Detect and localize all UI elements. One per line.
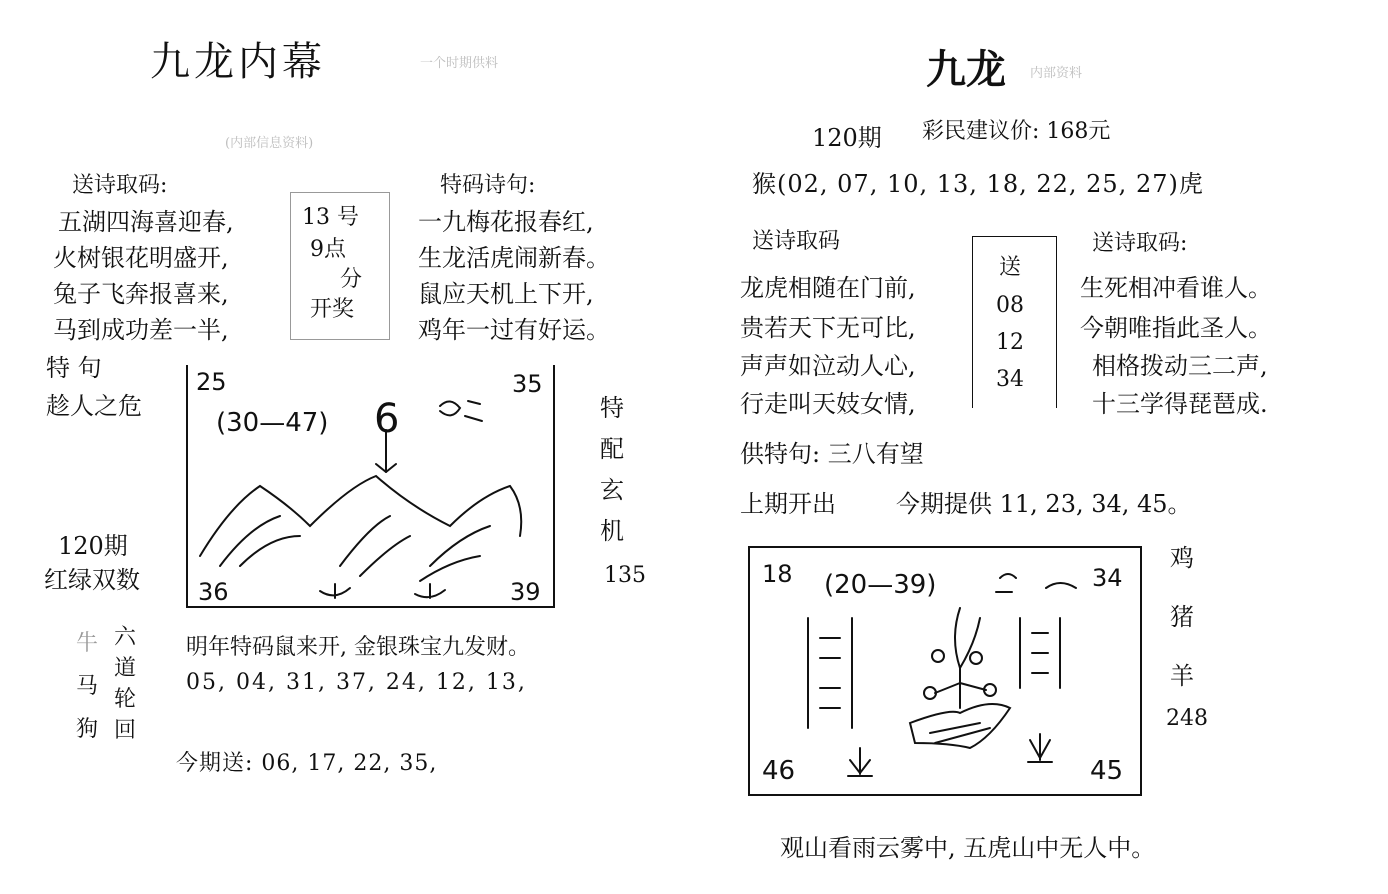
- special-sentence: 供特句: 三八有望: [740, 440, 924, 468]
- right-title-tail: 内部资料: [1030, 66, 1083, 81]
- right-poem-left-line: 行走叫天妓女情,: [740, 390, 916, 418]
- left-poem1-line: 兔子飞奔报喜来,: [53, 280, 229, 308]
- right-side-char: 鸡: [1170, 544, 1194, 572]
- send-box: [996, 250, 1024, 392]
- draw-time-open: 开奖: [310, 297, 355, 322]
- left-chart-center-number: 6: [374, 396, 400, 442]
- special-phrase: 趁人之危: [46, 392, 142, 420]
- right-chart-range: (20—39): [824, 570, 937, 600]
- right-chart-corner-tr: 34: [1092, 564, 1123, 592]
- left-title: 九龙内幕: [150, 39, 326, 85]
- left-chart-bottom-border: [186, 606, 555, 608]
- left-title-tail: 一个时期供料: [420, 56, 499, 71]
- left-chart-corner-br: 39: [510, 578, 541, 606]
- right-poem-left-line: 龙虎相随在门前,: [740, 274, 916, 302]
- right-period: 120期: [812, 124, 882, 152]
- right-chart-corner-tl: 18: [762, 560, 793, 588]
- right-side-number: 248: [1166, 706, 1208, 731]
- bottom-left-char: 狗: [76, 717, 99, 742]
- last-period-label: 上期开出: [740, 490, 836, 518]
- left-period: 120期: [58, 532, 128, 560]
- right-poem-header-left: 送诗取码: [752, 229, 841, 254]
- right-poem-header-right: 送诗取码:: [1092, 231, 1188, 256]
- right-poem-right-line: 十三学得琵琶成.: [1092, 390, 1268, 418]
- provide-numbers: 今期提供 11, 23, 34, 45。: [896, 490, 1192, 518]
- left-poem2-header: 特码诗句:: [440, 173, 536, 198]
- bottom-mid-char: 道: [114, 656, 137, 681]
- bottom-mid-char: 回: [114, 718, 137, 743]
- send-box-number: 08: [996, 293, 1024, 318]
- right-chart-corner-bl: 46: [762, 756, 796, 786]
- left-side-chars: [600, 388, 624, 546]
- left-side-number: 135: [604, 563, 646, 588]
- right-poem-right-line: 生死相冲看谁人。: [1080, 274, 1272, 302]
- suggested-price: 彩民建议价: 168元: [922, 119, 1111, 144]
- right-poem-right-line: 今朝唯指此圣人。: [1080, 314, 1272, 342]
- bottom-left-char: 牛: [76, 631, 99, 656]
- left-poem1-line: 马到成功差一半,: [53, 316, 229, 344]
- zodiac-numbers: 猴(02, 07, 10, 13, 18, 22, 25, 27)虎: [752, 170, 1204, 198]
- draw-time-minute: 分: [340, 267, 363, 292]
- left-side-char: 配: [600, 435, 624, 463]
- draw-time-day: 13 号: [302, 205, 359, 230]
- left-poem2-line: 生龙活虎闹新春。: [418, 244, 610, 272]
- left-poem2-line: 一九梅花报春红,: [418, 208, 594, 236]
- left-chart-drawing: [190, 366, 550, 606]
- left-poem2-line: 鸡年一过有好运。: [418, 316, 610, 344]
- left-chart-corner-tl: 25: [196, 368, 227, 396]
- left-subtitle: (内部信息资料): [225, 136, 314, 151]
- red-green-label: 红绿双数: [44, 566, 140, 594]
- send-box-number: 12: [996, 330, 1024, 355]
- bottom-left-chars: [76, 626, 98, 743]
- bottom-mid-char: 六: [114, 625, 137, 650]
- left-side-char: 特: [600, 394, 624, 422]
- right-side-char: 羊: [1170, 662, 1194, 690]
- right-chart-drawing: [750, 548, 1136, 790]
- left-side-char: 机: [600, 517, 624, 545]
- left-bottom-line2: 05, 04, 31, 37, 24, 12, 13,: [186, 670, 527, 695]
- left-chart-left-border: [186, 365, 188, 608]
- left-poem1-header: 送诗取码:: [72, 173, 168, 198]
- right-side-char: 猪: [1170, 603, 1194, 631]
- bottom-left-char: 马: [76, 674, 99, 699]
- bottom-mid-chars: [114, 620, 136, 744]
- special-label: 特 句: [46, 354, 102, 382]
- right-poem-right-line: 相格拨动三二声,: [1092, 352, 1268, 380]
- send-box-top-border: [972, 236, 1057, 237]
- right-chart-corner-br: 45: [1090, 756, 1124, 786]
- left-bottom-line1: 明年特码鼠来开, 金银珠宝九发财。: [186, 635, 530, 660]
- left-chart-right-border: [553, 365, 555, 608]
- right-title: 九龙: [926, 46, 1006, 93]
- left-poem1-line: 火树银花明盛开,: [53, 244, 229, 272]
- today-send: 今期送: 06, 17, 22, 35,: [176, 751, 438, 776]
- right-side-chars: [1170, 538, 1194, 691]
- draw-time-hour: 9点: [310, 237, 346, 262]
- right-bottom-line: 观山看雨云雾中, 五虎山中无人中。: [780, 834, 1156, 862]
- right-poem-left-line: 贵若天下无可比,: [740, 314, 916, 342]
- left-chart-range: (30—47): [216, 408, 329, 438]
- send-box-left-border: [972, 236, 973, 408]
- send-box-number: 34: [996, 367, 1024, 392]
- left-chart-corner-tr: 35: [512, 370, 543, 398]
- left-poem1-line: 五湖四海喜迎春,: [58, 208, 234, 236]
- send-box-right-border: [1056, 236, 1057, 408]
- left-chart-corner-bl: 36: [198, 578, 229, 606]
- left-side-char: 玄: [600, 476, 624, 504]
- left-poem2-line: 鼠应天机上下开,: [418, 280, 594, 308]
- send-box-label: 送: [998, 255, 1021, 280]
- right-poem-left-line: 声声如泣动人心,: [740, 352, 916, 380]
- bottom-mid-char: 轮: [114, 687, 137, 712]
